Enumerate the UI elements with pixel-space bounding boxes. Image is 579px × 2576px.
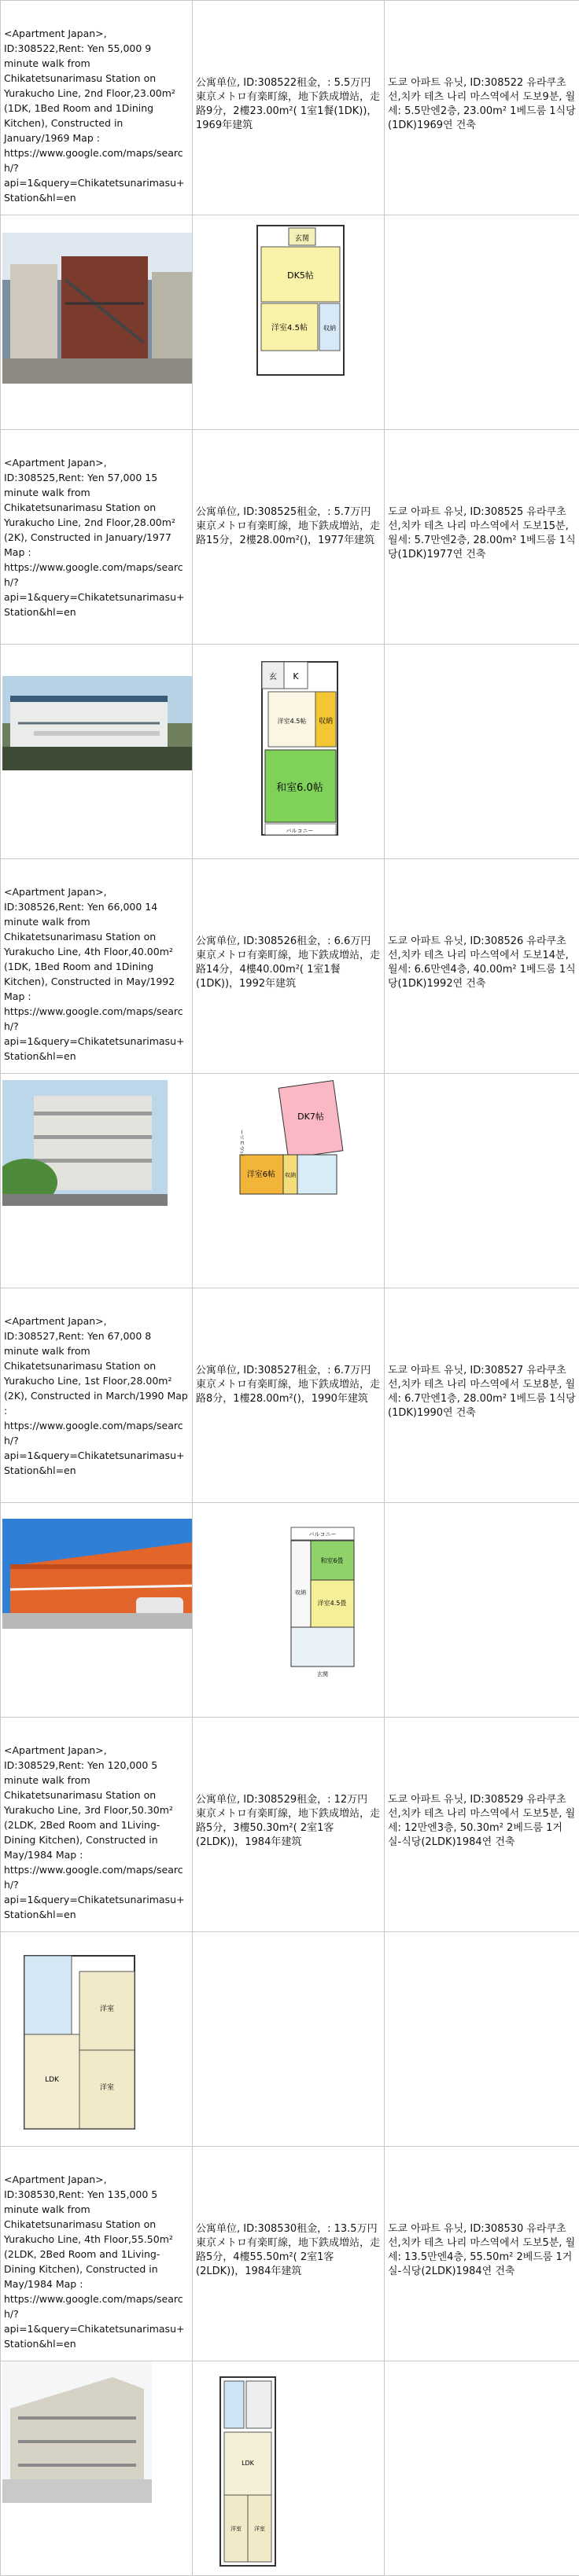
plan-label: DK7帖 <box>297 1112 324 1122</box>
korean-cell <box>385 1288 579 1503</box>
korean-description: 도쿄 아파트 유닛, ID:308522 유라쿠초 선,치카 테츠 나리 마스역에서 도보9분, 월세: 5.5만엔2층, 23.00m² 1베드룸 1식당(1DK)1969연 건축 <box>388 77 576 131</box>
plan-label: K <box>293 671 299 682</box>
building-photo <box>2 1519 193 1629</box>
listing-image-row <box>1 645 579 859</box>
chinese-description: 公寓单位, ID:308527租金，: 6.7万円 東京メトロ有楽町線，地下鉄成増站，走路8分，1樓28.00m²()，1990年建筑 <box>196 1365 381 1405</box>
building-photo <box>2 233 193 384</box>
chinese-cell <box>193 1 385 215</box>
floor-plan <box>253 222 348 379</box>
plan-label: 洋室 <box>230 2526 242 2532</box>
floor-plan-cell <box>193 1503 385 1718</box>
listing-text-row <box>1 1718 579 1932</box>
empty-cell <box>385 215 579 430</box>
building-photo <box>2 676 193 770</box>
plan-label: LDK <box>45 2076 59 2084</box>
korean-cell <box>385 859 579 1074</box>
floor-plan-cell <box>193 2361 385 2576</box>
plan-label: 和室6.0帖 <box>276 782 323 794</box>
plan-label: 玄関 <box>294 235 310 243</box>
chinese-description: 公寓单位, ID:308522租金，: 5.5万円 東京メトロ有楽町線，地下鉄成増站，走路9分，2樓23.00m²( 1室1餐(1DK))，1969年建筑 <box>196 77 381 131</box>
floor-plan-cell <box>193 1074 385 1288</box>
floor-plan-cell <box>1 1932 193 2147</box>
floor-plan <box>287 1508 374 1696</box>
empty-cell <box>385 1503 579 1718</box>
empty-cell <box>193 1932 385 2147</box>
building-photo-cell <box>1 645 193 859</box>
building-photo-cell <box>1 1503 193 1718</box>
listing-text-row <box>1 430 579 645</box>
empty-cell <box>385 2361 579 2576</box>
korean-cell <box>385 1718 579 1932</box>
chinese-description: 公寓单位, ID:308526租金，: 6.6万円 東京メトロ有楽町線，地下鉄成増站，走路14分，4樓40.00m²( 1室1餐(1DK))，1992年建筑 <box>196 935 381 990</box>
floor-plan-cell <box>193 645 385 859</box>
building-photo-cell <box>1 215 193 430</box>
plan-label: 和室6畳 <box>320 1557 344 1564</box>
chinese-description: 公寓单位, ID:308530租金，: 13.5万円 東京メトロ有楽町線，地下鉄成増站，走路5分，4樓55.50m²( 2室1客(2LDK))，1984年建筑 <box>196 2223 381 2277</box>
plan-label: 玄関 <box>317 1671 328 1678</box>
plan-label: 洋室4.5畳 <box>317 1600 347 1607</box>
listing-image-row <box>1 2361 579 2576</box>
english-cell <box>1 1288 193 1503</box>
plan-label: 洋室4.5帖 <box>271 324 308 333</box>
plan-label: バルコニー <box>239 1129 245 1157</box>
chinese-cell <box>193 1718 385 1932</box>
listing-text-row <box>1 1288 579 1503</box>
plan-label: DK5帖 <box>287 270 314 281</box>
korean-description: 도쿄 아파트 유닛, ID:308530 유라쿠초 선,치카 테츠 나리 마스역에서 도보5분, 월세: 13.5만엔4층, 55.50m² 2베드룸 1거실-식당(2LDK)1984연 건축 <box>388 2223 576 2277</box>
english-cell <box>1 1718 193 1932</box>
chinese-description: 公寓单位, ID:308525租金，: 5.7万円 東京メトロ有楽町線，地下鉄成増站，走路15分，2樓28.00m²()，1977年建筑 <box>196 506 381 546</box>
korean-description: 도쿄 아파트 유닛, ID:308526 유라쿠초 선,치카 테츠 나리 마스역에서 도보14분, 월세: 6.6만엔4층, 40.00m² 1베드룸 1식당(1DK)1992연 건축 <box>388 935 576 990</box>
floor-plan <box>236 1080 346 1206</box>
building-photo-cell <box>1 2361 193 2576</box>
english-cell <box>1 1 193 215</box>
plan-label: 洋室6帖 <box>246 1170 276 1179</box>
listing-image-row <box>1 1932 579 2147</box>
english-description: <Apartment Japan>, ID:308522,Rent: Yen 55,000 9 minute walk from Chikatetsunarimasu Station on Yurakucho Line, 2nd Floor,23.00m² (1DK, 1Bed Room and 1Dining Kitchen), Constructed in January/1969 Map : https://www.google.com/maps/search/?api=1&query=Chikatetsunarimasu+Station&hl=en <box>4 28 185 204</box>
floor-plan <box>260 660 339 849</box>
listing-text-row <box>1 1 579 215</box>
building-photo <box>2 1080 168 1206</box>
floor-plan <box>208 2369 287 2574</box>
korean-description: 도쿄 아파트 유닛, ID:308527 유라쿠초 선,치카 테츠 나리 마스역에서 도보8분, 월세: 6.7만엔1층, 28.00m² 1베드룸 1식당(1DK)1990연 건축 <box>388 1365 576 1419</box>
empty-cell <box>385 1932 579 2147</box>
chinese-cell <box>193 859 385 1074</box>
listing-image-row <box>1 1503 579 1718</box>
floor-plan <box>17 1948 142 2137</box>
listing-text-row <box>1 859 579 1074</box>
floor-plan-cell <box>193 215 385 430</box>
building-photo <box>2 2361 152 2503</box>
empty-cell <box>385 645 579 859</box>
english-description: <Apartment Japan>, ID:308525,Rent: Yen 57,000 15 minute walk from Chikatetsunarimasu Station on Yurakucho Line, 2nd Floor,28.00m² (2K), Constructed in January/1977 Map : https://www.google.com/maps/search/?api=1&query=Chikatetsunarimasu+Station&hl=en <box>4 457 185 618</box>
english-description: <Apartment Japan>, ID:308527,Rent: Yen 67,000 8 minute walk from Chikatetsunarimasu Station on Yurakucho Line, 1st Floor,28.00m² (2K), Constructed in March/1990 Map : https://www.google.com/maps/search/?api=1&query=Chikatetsunarimasu+Station&hl=en <box>4 1315 188 1476</box>
plan-label: 玄 <box>269 673 277 682</box>
plan-label: 洋室 <box>99 2005 115 2013</box>
building-photo-cell <box>1 1074 193 1288</box>
korean-cell <box>385 430 579 645</box>
listing-image-row <box>1 1074 579 1288</box>
chinese-cell <box>193 430 385 645</box>
english-description: <Apartment Japan>, ID:308530,Rent: Yen 135,000 5 minute walk from Chikatetsunarimasu Station on Yurakucho Line, 4th Floor,55.50m² (2LDK, 2Bed Room and 1Living-Dining Kitchen), Constructed in May/1984 Map : https://www.google.com/maps/search/?api=1&query=Chikatetsunarimasu+Station&hl=en <box>4 2174 185 2350</box>
english-cell <box>1 859 193 1074</box>
korean-description: 도쿄 아파트 유닛, ID:308529 유라쿠초 선,치카 테츠 나리 마스역에서 도보5분, 월세: 12만엔3층, 50.30m² 2베드룸 1거실-식당(2LDK)1984연 건축 <box>388 1794 576 1848</box>
plan-label: 洋室 <box>254 2526 265 2532</box>
plan-label: 収納 <box>295 1589 306 1596</box>
plan-label: 収納 <box>323 325 336 332</box>
plan-label: バルコニー <box>286 828 314 834</box>
plan-label: 洋室 <box>99 2084 115 2092</box>
chinese-cell <box>193 2147 385 2361</box>
plan-label: バルコニー <box>308 1531 337 1538</box>
empty-cell <box>385 1074 579 1288</box>
plan-label: LDK <box>242 2460 254 2467</box>
listing-text-row <box>1 2147 579 2361</box>
korean-cell <box>385 1 579 215</box>
chinese-cell <box>193 1288 385 1503</box>
english-description: <Apartment Japan>, ID:308526,Rent: Yen 66,000 14 minute walk from Chikatetsunarimasu Station on Yurakucho Line, 4th Floor,40.00m² (1DK, 1Bed Room and 1Dining Kitchen), Constructed in May/1992 Map : https://www.google.com/maps/search/?api=1&query=Chikatetsunarimasu+Station&hl=en <box>4 886 185 1062</box>
english-cell <box>1 430 193 645</box>
chinese-description: 公寓单位, ID:308529租金，: 12万円 東京メトロ有楽町線，地下鉄成増站，走路5分，3樓50.30m²( 2室1客(2LDK))，1984年建筑 <box>196 1794 381 1848</box>
plan-label: 収納 <box>318 718 334 726</box>
listing-image-row <box>1 215 579 430</box>
korean-cell <box>385 2147 579 2361</box>
english-description: <Apartment Japan>, ID:308529,Rent: Yen 120,000 5 minute walk from Chikatetsunarimasu Station on Yurakucho Line, 3rd Floor,50.30m² (2LDK, 2Bed Room and 1Living-Dining Kitchen), Constructed in May/1984 Map : https://www.google.com/maps/search/?api=1&query=Chikatetsunarimasu+Station&hl=en <box>4 1744 185 1920</box>
korean-description: 도쿄 아파트 유닛, ID:308525 유라쿠초 선,치카 테츠 나리 마스역에서 도보15분, 월세: 5.7만엔2층, 28.00m² 1베드룸 1식당(1DK)1977연 건축 <box>388 506 576 560</box>
plan-label: 収納 <box>285 1172 296 1178</box>
english-cell <box>1 2147 193 2361</box>
plan-label: 洋室4.5帖 <box>277 718 307 725</box>
